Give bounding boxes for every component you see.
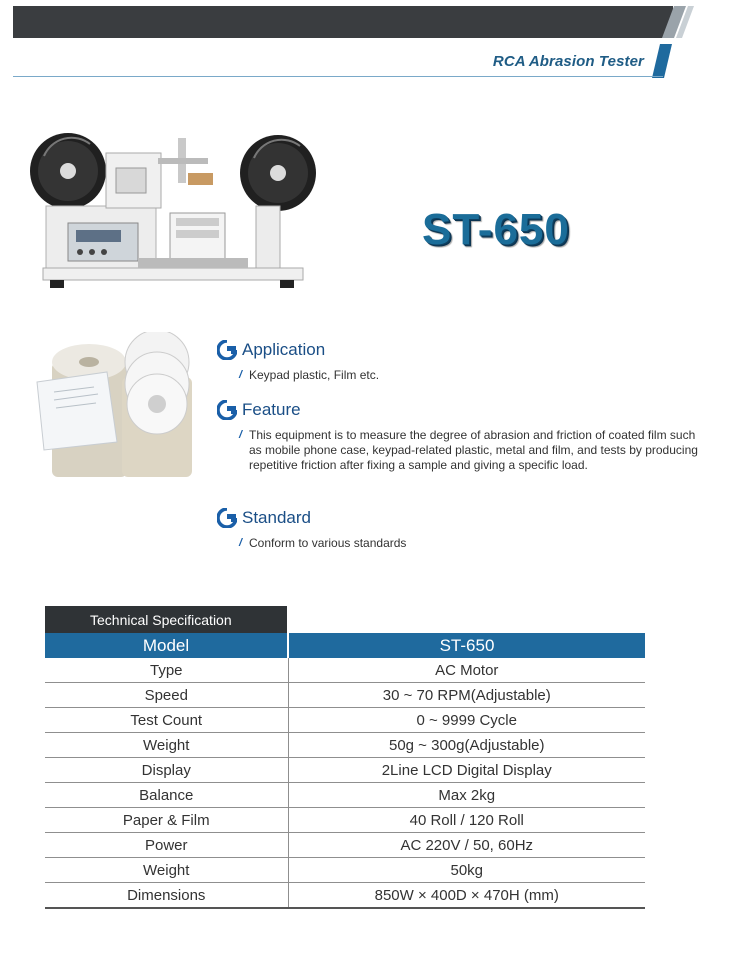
spec-value: 850W × 400D × 470H (mm) (288, 883, 645, 909)
list-item (217, 428, 709, 473)
list-item (217, 368, 709, 383)
table-row (45, 883, 645, 909)
application-section (217, 340, 709, 383)
standard-title: Standard (242, 508, 311, 527)
spec-label: Dimensions (45, 883, 288, 909)
title-underline (13, 76, 663, 77)
standard-section (217, 508, 709, 551)
product-machine-image (28, 118, 318, 298)
spec-label: Balance (45, 783, 288, 808)
spec-value: 50g ~ 300g(Adjustable) (288, 733, 645, 758)
paper-rolls-image (32, 332, 202, 487)
spec-value: 0 ~ 9999 Cycle (288, 708, 645, 733)
bullet-icon: / (239, 537, 243, 549)
spec-label: Speed (45, 683, 288, 708)
header-stripe-decoration (660, 6, 694, 38)
feature-section (217, 400, 709, 473)
feature-title: Feature (242, 400, 301, 419)
table-row (45, 833, 645, 858)
spec-value: AC 220V / 50, 60Hz (288, 833, 645, 858)
list-item (217, 536, 709, 551)
product-model-heading: ST-650 (422, 205, 570, 254)
spec-label: Display (45, 758, 288, 783)
standard-text: Conform to various standards (249, 536, 407, 550)
page-title: RCA Abrasion Tester (492, 53, 644, 70)
table-row (45, 733, 645, 758)
table-row (45, 758, 645, 783)
spec-label: Weight (45, 733, 288, 758)
spec-label: Power (45, 833, 288, 858)
header-bar (13, 6, 673, 38)
spec-label: Type (45, 658, 288, 683)
spec-value: 40 Roll / 120 Roll (288, 808, 645, 833)
spec-label: Weight (45, 858, 288, 883)
spec-value: 2Line LCD Digital Display (288, 758, 645, 783)
spec-label: Paper & Film (45, 808, 288, 833)
application-title: Application (242, 340, 326, 359)
bullet-icon: / (239, 429, 243, 441)
spec-tab-label: Technical Specification (45, 606, 287, 633)
table-row (45, 783, 645, 808)
bullet-icon: / (239, 369, 243, 381)
table-row (45, 708, 645, 733)
section-arrow-icon (217, 340, 237, 360)
spec-header-label: Model (45, 633, 288, 658)
application-text: Keypad plastic, Film etc. (249, 368, 380, 382)
spec-value: 50kg (288, 858, 645, 883)
table-row (45, 858, 645, 883)
spec-header-row (45, 633, 645, 658)
spec-label: Test Count (45, 708, 288, 733)
section-arrow-icon (217, 508, 237, 528)
table-row (45, 808, 645, 833)
title-slash-decoration (652, 44, 672, 78)
section-arrow-icon (217, 400, 237, 420)
spec-value: AC Motor (288, 658, 645, 683)
feature-text: This equipment is to measure the degree of abrasion and friction of coated film such as mobile phone case, keypad-related plastic, metal and film, and tests by producing repetitive friction after fixing a sample and giving a specific load. (249, 428, 698, 472)
spec-header-value: ST-650 (288, 633, 645, 658)
table-row (45, 683, 645, 708)
table-row (45, 658, 645, 683)
spec-value: Max 2kg (288, 783, 645, 808)
spec-value: 30 ~ 70 RPM(Adjustable) (288, 683, 645, 708)
spec-table (45, 633, 645, 909)
